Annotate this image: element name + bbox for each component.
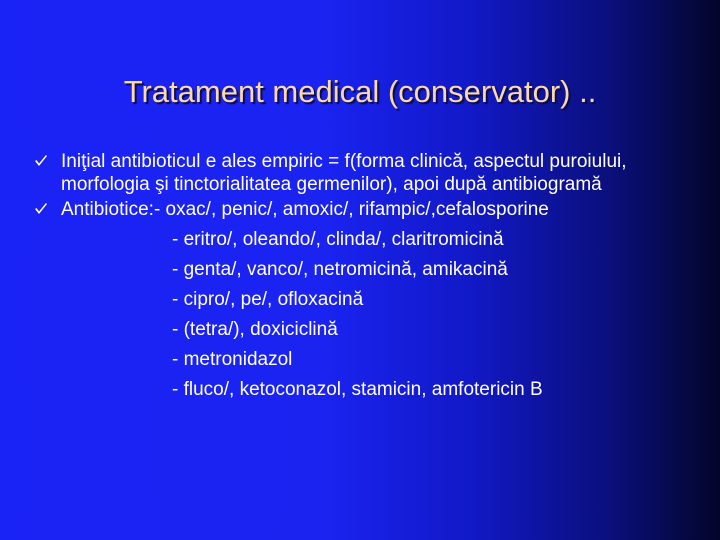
bullet-text: Iniţial antibioticul e ales empiric = f(forma clinică, aspectul puroiului, morfologia şi tinctorialitatea germenilor), apoi după antibiogramă [61, 151, 627, 195]
antibiotic-line: - fluco/, ketoconazol, stamicin, amfotericin B [172, 379, 543, 400]
antibiotic-line: - metronidazol [172, 349, 293, 370]
bullet-item [34, 150, 704, 196]
antibiotic-line: - eritro/, oleando/, clinda/, claritromicină [172, 229, 504, 250]
antibiotic-line: - cipro/, pe/, ofloxacină [172, 289, 364, 310]
antibiotic-line: - genta/, vanco/, netromicină, amikacină [172, 259, 508, 280]
slide-title: Tratament medical (conservator) .. [123, 74, 597, 109]
checkmark-icon [34, 154, 48, 168]
bullet-item [34, 198, 704, 221]
slide-content [34, 150, 704, 401]
checkmark-icon [34, 202, 48, 216]
bullet-text: Antibiotice:- oxac/, penic/, amoxic/, rifampic/,cefalosporine [61, 199, 549, 220]
antibiotic-line: - (tetra/), doxiciclină [172, 319, 338, 340]
